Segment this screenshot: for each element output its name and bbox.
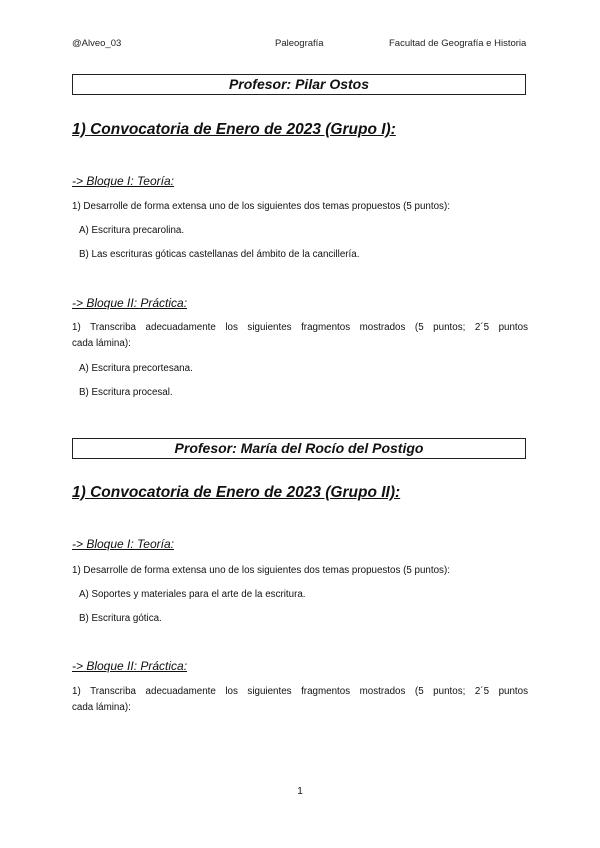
bloque-2-question-line1: 1) Transcriba adecuadamente los siguientes fragmentos mostrados (5 puntos; 2´5 puntos	[72, 322, 528, 333]
header-left: @Alveo_03	[72, 38, 122, 49]
bloque-1-question: 1) Desarrolle de forma extensa uno de los siguientes dos temas propuestos (5 puntos):	[72, 565, 450, 576]
professor-box-1: Profesor: Pilar Ostos	[72, 74, 526, 95]
bloque-1-option-b: B) Las escrituras góticas castellanas del ámbito de la cancillería.	[79, 249, 360, 260]
bloque-1-heading: -> Bloque I: Teoría:	[72, 537, 174, 551]
bloque-1-question: 1) Desarrolle de forma extensa uno de los siguientes dos temas propuestos (5 puntos):	[72, 201, 450, 212]
bloque-1-option-b: B) Escritura gótica.	[79, 613, 162, 624]
page-number: 1	[297, 786, 303, 797]
header-right: Facultad de Geografía e Historia	[389, 38, 527, 49]
bloque-2-option-a: A) Escritura precortesana.	[79, 363, 193, 374]
header-center: Paleografía	[275, 38, 324, 49]
exam-title-1: 1) Convocatoria de Enero de 2023 (Grupo I):	[72, 121, 396, 138]
bloque-1-option-a: A) Escritura precarolina.	[79, 225, 185, 236]
professor-box-2: Profesor: María del Rocío del Postigo	[72, 438, 526, 459]
exam-title-2: 1) Convocatoria de Enero de 2023 (Grupo II):	[72, 484, 401, 501]
bloque-1-heading: -> Bloque I: Teoría:	[72, 174, 174, 188]
bloque-2-heading: -> Bloque II: Práctica:	[72, 659, 188, 673]
bloque-2-heading: -> Bloque II: Práctica:	[72, 296, 188, 310]
bloque-2-question-line1: 1) Transcriba adecuadamente los siguientes fragmentos mostrados (5 puntos; 2´5 puntos	[72, 686, 528, 697]
bloque-2-question-line2: cada lámina):	[72, 338, 131, 349]
bloque-2-question-line2: cada lámina):	[72, 702, 131, 713]
bloque-1-option-a: A) Soportes y materiales para el arte de la escritura.	[79, 589, 306, 600]
bloque-2-option-b: B) Escritura procesal.	[79, 387, 173, 398]
